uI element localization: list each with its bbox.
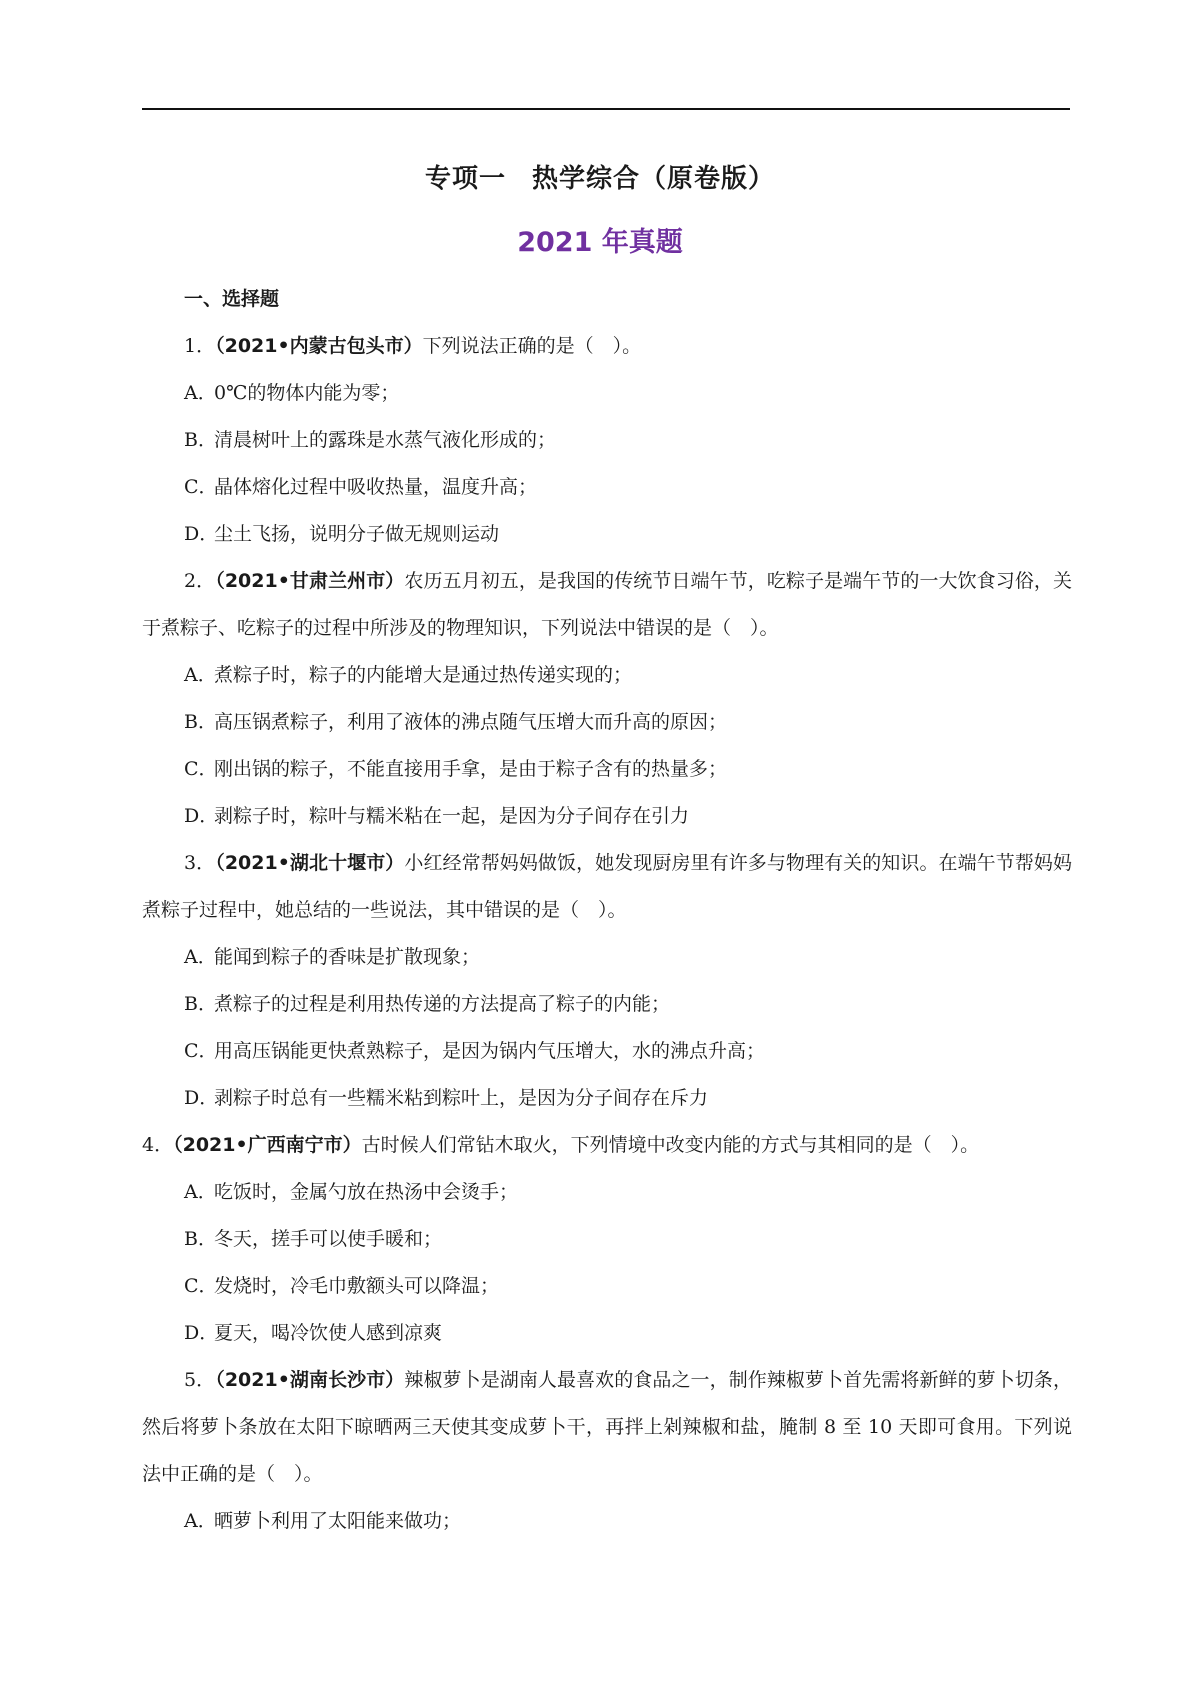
option-text: 夏天，喝冷饮使人感到凉爽 (214, 1322, 443, 1344)
question-source: （2021•内蒙古包头市） (215, 335, 423, 357)
option-letter: D． (184, 1087, 219, 1109)
title-part1: 专项一 (424, 164, 506, 194)
question-1 (142, 323, 1072, 370)
question-number: 1． (184, 335, 216, 357)
option-text: 高压锅煮粽子，利用了液体的沸点随气压增大而升高的原因； (214, 711, 728, 733)
option-text: 吃饭时，金属勺放在热汤中会烫手； (214, 1181, 519, 1203)
question-stem: 下列说法正确的是（ ）。 (422, 335, 642, 357)
option-text: 发烧时，冷毛巾敷额头可以降温； (214, 1275, 500, 1297)
option (142, 417, 1072, 464)
question-source: （2021•甘肃兰州市） (215, 570, 405, 592)
option-text: 剥粽子时，粽叶与糯米粘在一起，是因为分子间存在引力 (214, 805, 690, 827)
page-subtitle: 2021 年真题 (517, 227, 683, 258)
question-number: 4． (142, 1134, 174, 1156)
page-title (0, 158, 1200, 195)
option-letter: B． (184, 1228, 217, 1250)
option-letter: D． (184, 523, 219, 545)
option-letter: A． (184, 382, 217, 404)
option (142, 1169, 1072, 1216)
question-stem: 小红经常帮妈妈做饭，她发现厨房里有许多与物理有关的知识。在端午节帮妈妈煮粽子过程中，她总结的一些说法，其中错误的是（ ）。 (142, 852, 1072, 921)
option-letter: B． (184, 429, 217, 451)
option-letter: B． (184, 711, 217, 733)
option (142, 793, 1072, 840)
question-number: 2． (184, 570, 216, 592)
option (142, 746, 1072, 793)
option (142, 1075, 1072, 1122)
option (142, 1498, 1072, 1545)
question-number: 5． (184, 1369, 216, 1391)
question-source: （2021•湖南长沙市） (215, 1369, 405, 1391)
question-5 (142, 1357, 1072, 1498)
section-heading: 一、选择题 (184, 288, 280, 310)
question-source: （2021•湖北十堰市） (215, 852, 405, 874)
option-text: 晶体熔化过程中吸收热量，温度升高； (214, 476, 538, 498)
question-3 (142, 840, 1072, 934)
option (142, 981, 1072, 1028)
option-text: 能闻到粽子的香味是扩散现象； (214, 946, 481, 968)
option-text: 用高压锅能更快煮熟粽子，是因为锅内气压增大，水的沸点升高； (214, 1040, 766, 1062)
option-text: 尘土飞扬，说明分子做无规则运动 (214, 523, 500, 545)
question-stem: 古时候人们常钻木取火，下列情境中改变内能的方式与其相同的是（ ）。 (361, 1134, 980, 1156)
option-letter: D． (184, 805, 219, 827)
option-letter: C． (184, 758, 218, 780)
option-letter: A． (184, 1510, 217, 1532)
option-text: 煮粽子时，粽子的内能增大是通过热传递实现的； (214, 664, 633, 686)
option (142, 1216, 1072, 1263)
question-number: 3． (184, 852, 216, 874)
option (142, 699, 1072, 746)
header-rule (142, 108, 1070, 110)
option-letter: A． (184, 946, 217, 968)
option-text: 冬天，搓手可以使手暖和； (214, 1228, 443, 1250)
option-text: 刚出锅的粽子，不能直接用手拿，是由于粽子含有的热量多； (214, 758, 728, 780)
option (142, 934, 1072, 981)
question-stem: 辣椒萝卜是湖南人最喜欢的食品之一，制作辣椒萝卜首先需将新鲜的萝卜切条，然后将萝卜条放在太阳下晾晒两三天使其变成萝卜干，再拌上剁辣椒和盐，腌制 8 至 10 天即可食用。下列说法中正确的是（ ）。 (142, 1369, 1072, 1485)
option (142, 370, 1072, 417)
option-letter: A． (184, 1181, 217, 1203)
option-text: 剥粽子时总有一些糯米粘到粽叶上，是因为分子间存在斥力 (214, 1087, 709, 1109)
title-part2: 热学综合（原卷版） (532, 164, 776, 194)
option-letter: D． (184, 1322, 219, 1344)
question-stem: 农历五月初五，是我国的传统节日端午节，吃粽子是端午节的一大饮食习俗，关于煮粽子、吃粽子的过程中所涉及的物理知识，下列说法中错误的是（ ）。 (142, 570, 1072, 639)
option (142, 1263, 1072, 1310)
option (142, 1028, 1072, 1075)
option-letter: C． (184, 476, 218, 498)
option (142, 511, 1072, 558)
option-text: 煮粽子的过程是利用热传递的方法提高了粽子的内能； (214, 993, 671, 1015)
question-2 (142, 558, 1072, 652)
option-text: 清晨树叶上的露珠是水蒸气液化形成的； (214, 429, 557, 451)
option-letter: B． (184, 993, 217, 1015)
option-text: 晒萝卜利用了太阳能来做功； (214, 1510, 462, 1532)
option (142, 652, 1072, 699)
option (142, 1310, 1072, 1357)
option-letter: C． (184, 1275, 218, 1297)
option-letter: C． (184, 1040, 218, 1062)
option-letter: A． (184, 664, 217, 686)
option-text: 0℃的物体内能为零； (214, 382, 400, 404)
option (142, 464, 1072, 511)
question-4 (142, 1122, 1072, 1169)
question-source: （2021•广西南宁市） (173, 1134, 362, 1156)
document-body (142, 276, 1072, 1545)
